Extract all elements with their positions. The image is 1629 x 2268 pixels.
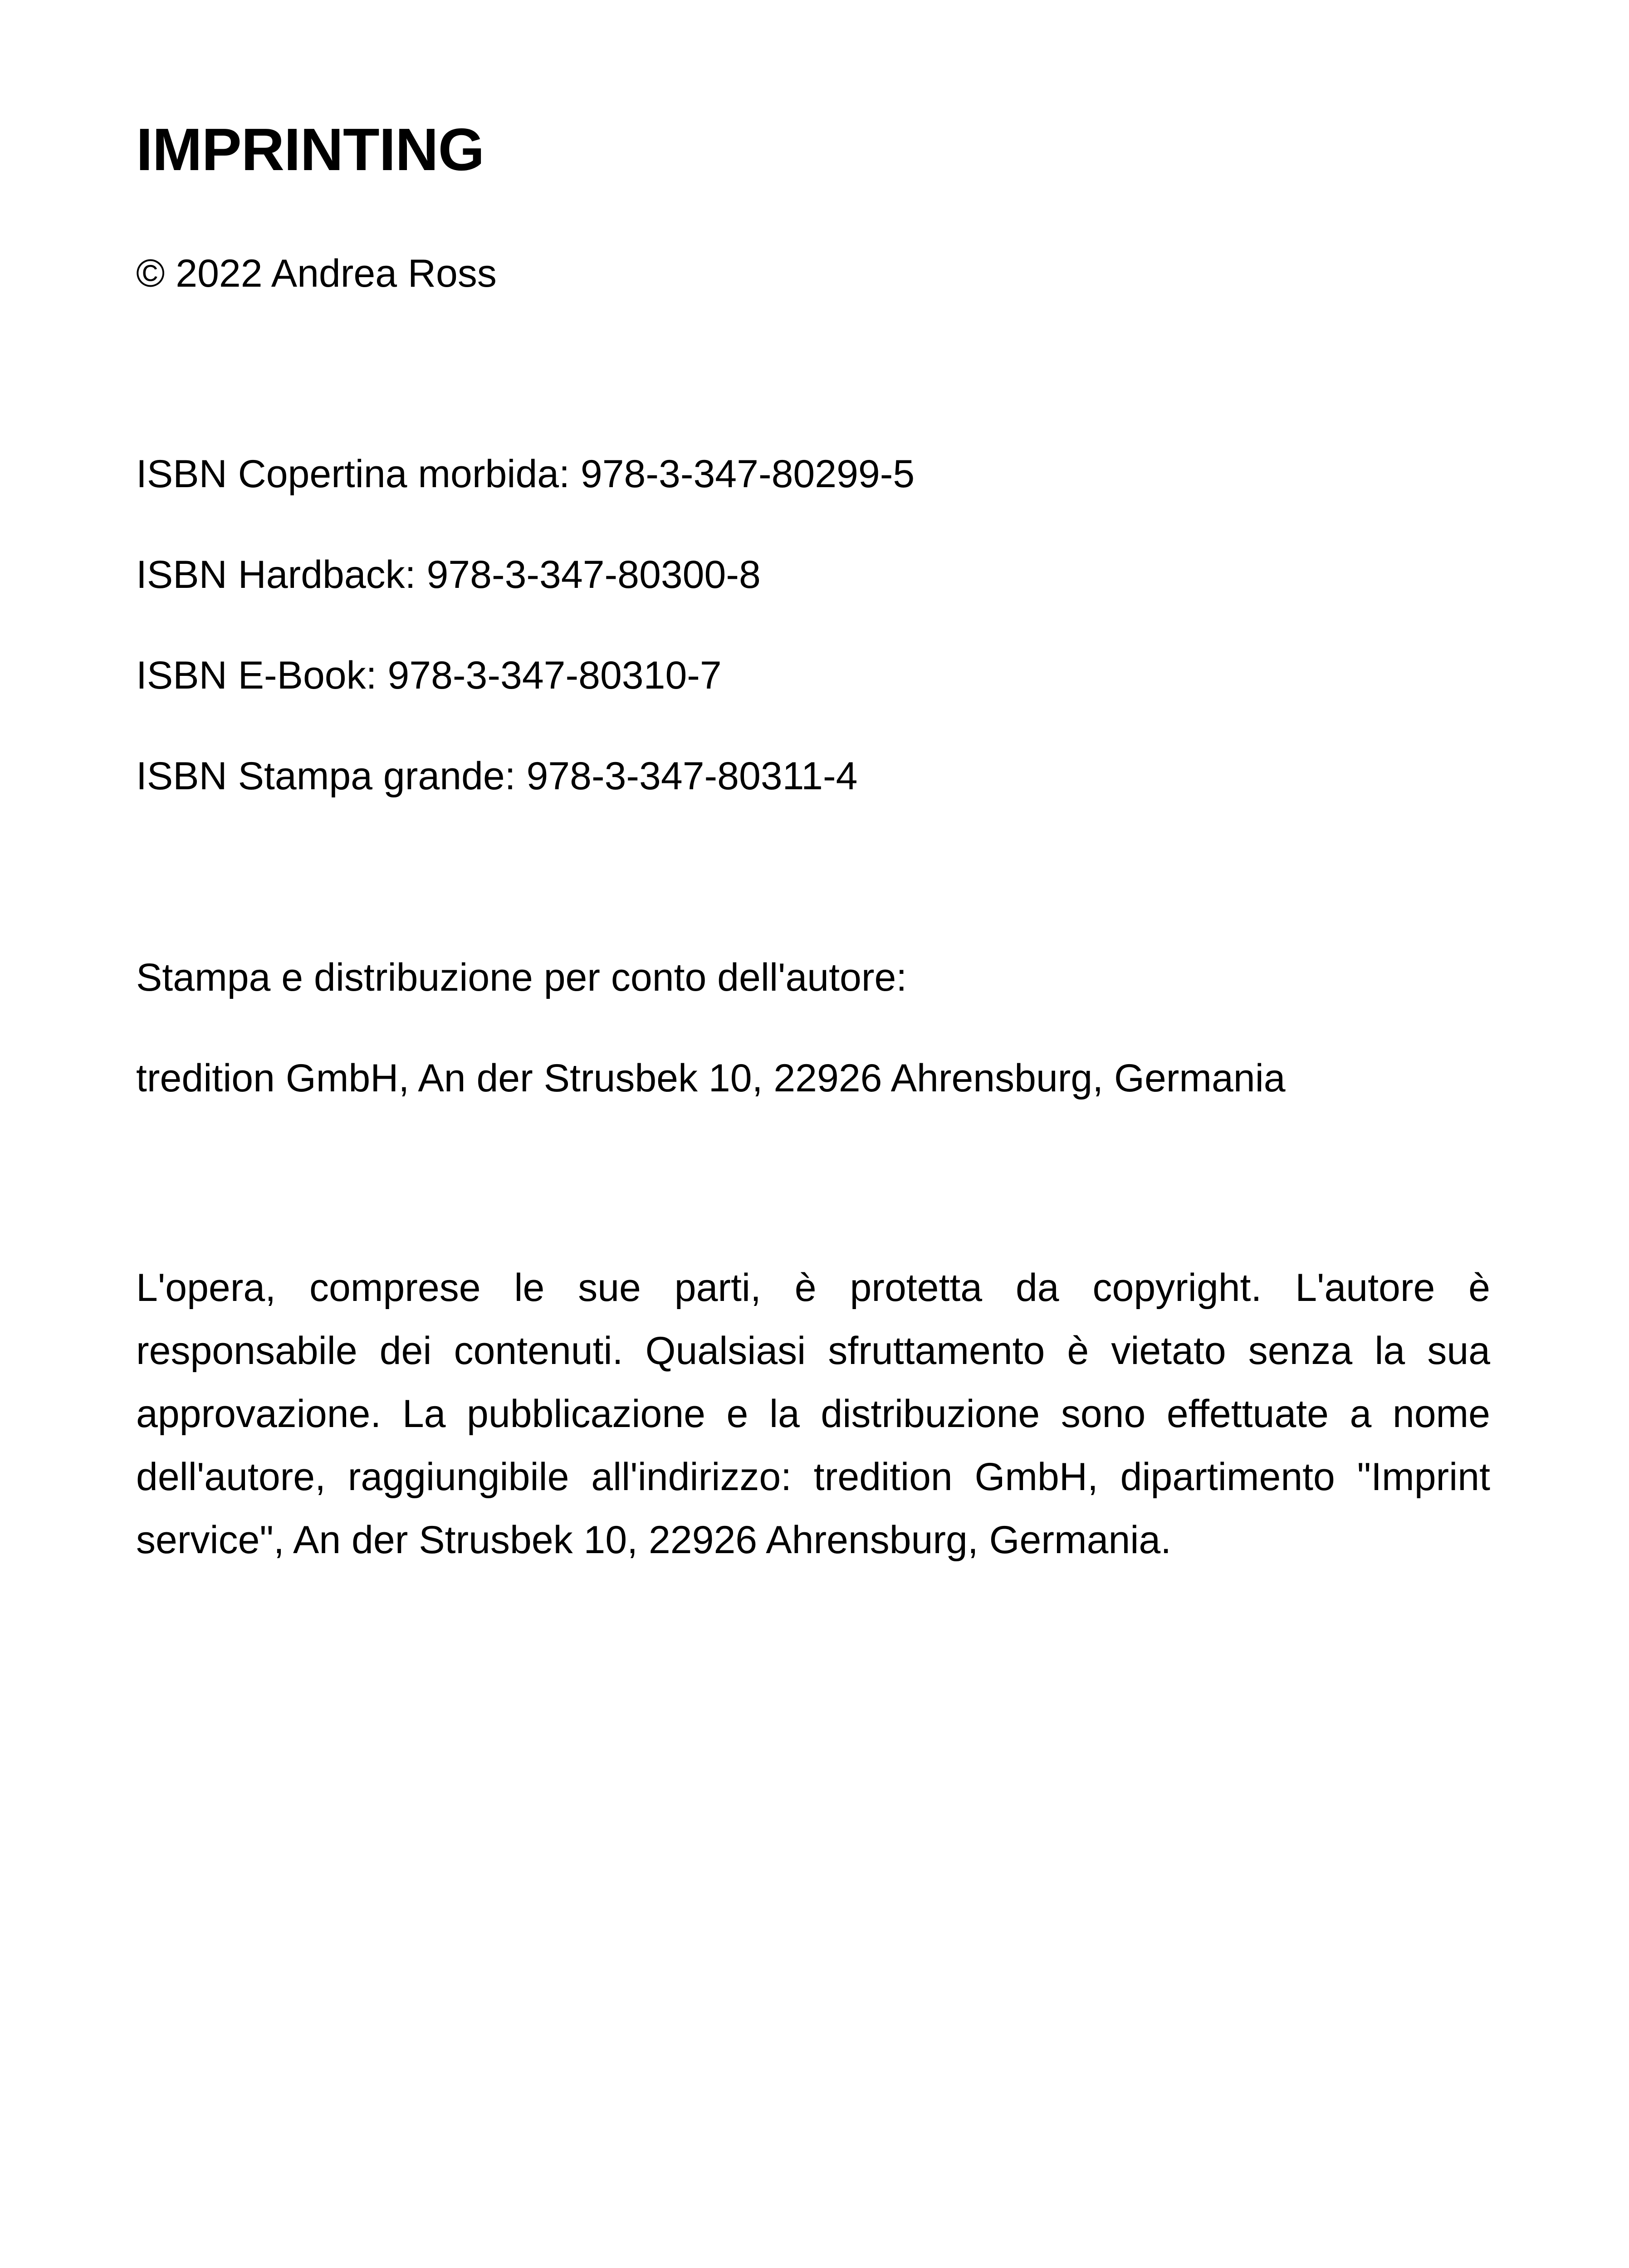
distribution-label: Stampa e distribuzione per conto dell'autore: [136,956,907,999]
isbn-hardback: ISBN Hardback: 978-3-347-80300-8 [136,553,761,596]
copyright-line: © 2022 Andrea Ross [136,252,497,295]
isbn-ebook: ISBN E-Book: 978-3-347-80310-7 [136,654,722,697]
page-title: IMPRINTING [136,116,484,183]
copyright-notice: L'opera, comprese le sue parti, è protetta da copyright. L'autore è responsabile dei contenuti. Qualsiasi sfruttamento è vietato senza la sua approvazione. La pubblicazione e la distribuzione sono effettuate a nome dell'autore, raggiungibile all'indirizzo: tredition GmbH, dipartimento "Imprint service", An der Strusbek 10, 22926 Ahrensburg, Germania. [136,1266,1490,1562]
isbn-softcover: ISBN Copertina morbida: 978-3-347-80299-5 [136,452,915,496]
isbn-large-print: ISBN Stampa grande: 978-3-347-80311-4 [136,754,858,798]
distribution-address: tredition GmbH, An der Strusbek 10, 22926 Ahrensburg, Germania [136,1056,1286,1100]
